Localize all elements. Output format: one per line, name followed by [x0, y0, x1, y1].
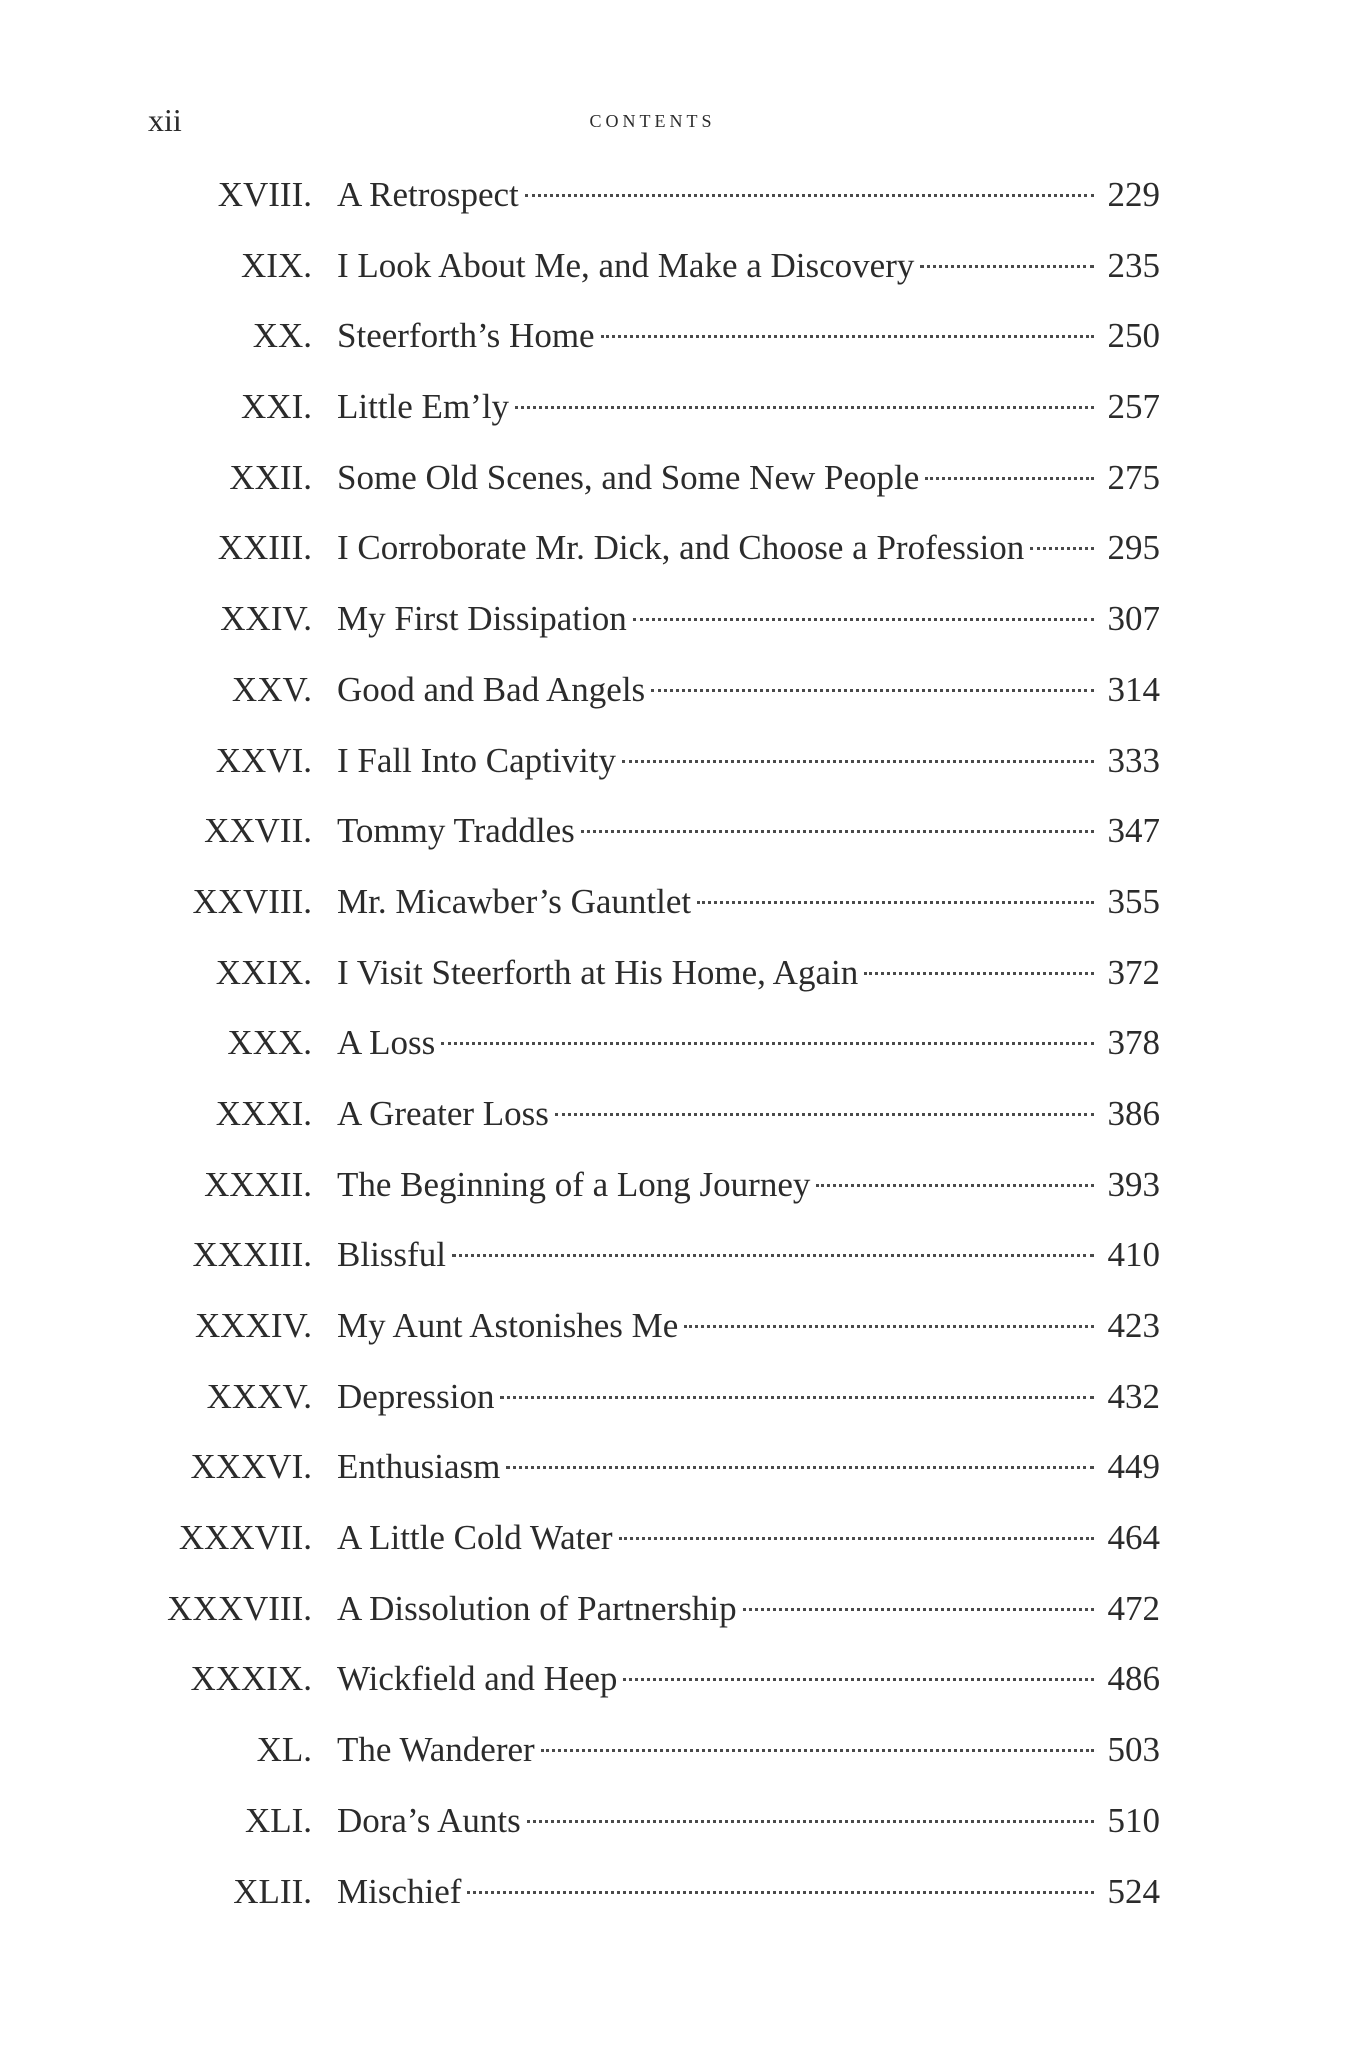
chapter-title: The Beginning of a Long Journey — [337, 1164, 811, 1204]
chapter-page: 486 — [1107, 1659, 1160, 1699]
chapter-number: XLI. — [244, 1800, 312, 1840]
dot-leader — [743, 1608, 1094, 1611]
toc-entry — [140, 796, 1160, 867]
chapter-title: I Corroborate Mr. Dick, and Choose a Profession — [337, 528, 1025, 568]
chapter-title: My First Dissipation — [337, 599, 627, 639]
toc-entry — [140, 513, 1160, 584]
chapter-page: 333 — [1107, 740, 1160, 780]
chapter-title: Dora’s Aunts — [337, 1800, 521, 1840]
chapter-number: XXXVII. — [178, 1518, 312, 1558]
toc-entry — [140, 1574, 1160, 1645]
dot-leader — [622, 760, 1094, 763]
chapter-title: A Greater Loss — [337, 1093, 549, 1133]
chapter-title: I Fall Into Captivity — [337, 740, 617, 780]
toc-entry — [140, 726, 1160, 797]
toc-entry — [140, 1432, 1160, 1503]
chapter-page: 503 — [1107, 1730, 1160, 1770]
toc-entry — [140, 1291, 1160, 1362]
toc-entry — [140, 1644, 1160, 1715]
chapter-number: XXXVI. — [190, 1447, 312, 1487]
chapter-number: XXXI. — [215, 1093, 312, 1133]
page-header — [148, 98, 1157, 142]
chapter-number: XX. — [252, 316, 312, 356]
chapter-title: Blissful — [337, 1235, 446, 1275]
toc-entry — [140, 584, 1160, 655]
chapter-title: A Loss — [337, 1023, 436, 1063]
chapter-title: My Aunt Astonishes Me — [337, 1306, 679, 1345]
toc-entry — [140, 1503, 1160, 1574]
chapter-page: 347 — [1107, 811, 1160, 851]
chapter-number: XXXV. — [206, 1376, 312, 1416]
toc-entry — [140, 1220, 1160, 1291]
chapter-title: Enthusiasm — [337, 1447, 501, 1487]
chapter-title: The Wanderer — [337, 1730, 535, 1770]
chapter-number: XXXII. — [204, 1164, 312, 1204]
chapter-page: 472 — [1107, 1588, 1160, 1628]
toc-entry — [140, 1150, 1160, 1221]
dot-leader — [816, 1184, 1094, 1187]
chapter-title: Good and Bad Angels — [337, 669, 646, 709]
toc-entry — [140, 372, 1160, 443]
chapter-page: 372 — [1107, 952, 1160, 992]
toc-entry — [140, 1715, 1160, 1786]
chapter-title: Mr. Micawber’s Gauntlet — [337, 881, 692, 921]
chapter-number: XIX. — [241, 245, 312, 285]
dot-leader — [500, 1396, 1094, 1399]
chapter-page: 307 — [1107, 599, 1160, 639]
chapter-number: XXIX. — [215, 952, 312, 992]
dot-leader — [684, 1325, 1094, 1328]
chapter-number: XXX. — [227, 1023, 312, 1063]
dot-leader — [623, 1678, 1094, 1681]
chapter-number: XXXIV. — [195, 1306, 312, 1345]
toc-entry — [140, 655, 1160, 726]
chapter-number: XXXIII. — [192, 1235, 312, 1275]
running-head: contents — [589, 106, 716, 133]
dot-leader — [541, 1749, 1094, 1752]
toc-entry — [140, 160, 1160, 231]
dot-leader — [920, 265, 1094, 268]
toc-entry — [140, 1786, 1160, 1857]
toc-entry — [140, 443, 1160, 514]
chapter-title: Steerforth’s Home — [337, 316, 595, 356]
chapter-page: 432 — [1107, 1376, 1160, 1416]
dot-leader — [452, 1254, 1094, 1257]
dot-leader — [441, 1042, 1094, 1045]
chapter-page: 449 — [1107, 1447, 1160, 1487]
chapter-page: 393 — [1107, 1164, 1160, 1204]
dot-leader — [525, 194, 1094, 197]
chapter-number: XXXIX. — [190, 1659, 312, 1699]
chapter-page: 275 — [1107, 457, 1160, 497]
chapter-number: XXVI. — [215, 740, 312, 780]
toc-entry — [140, 301, 1160, 372]
chapter-page: 355 — [1107, 881, 1160, 921]
toc-entry — [140, 1079, 1160, 1150]
toc-entry — [140, 1362, 1160, 1433]
dot-leader — [601, 335, 1094, 338]
chapter-number: XXI. — [241, 387, 312, 427]
chapter-title: A Dissolution of Partnership — [337, 1588, 737, 1628]
chapter-page: 464 — [1107, 1518, 1160, 1558]
chapter-title: Tommy Traddles — [337, 811, 575, 851]
dot-leader — [697, 901, 1094, 904]
chapter-number: XXIII. — [217, 528, 312, 568]
toc-entry — [140, 231, 1160, 302]
dot-leader — [651, 689, 1094, 692]
dot-leader — [581, 830, 1094, 833]
chapter-title: Depression — [337, 1376, 495, 1416]
chapter-page: 229 — [1107, 175, 1160, 214]
table-of-contents — [140, 160, 1160, 1927]
chapter-page: 386 — [1107, 1093, 1160, 1133]
chapter-page: 295 — [1107, 528, 1160, 568]
chapter-number: XXVII. — [204, 811, 312, 851]
dot-leader — [1030, 547, 1094, 550]
chapter-number: XXII. — [229, 457, 312, 497]
dot-leader — [515, 406, 1094, 409]
chapter-title: A Retrospect — [337, 175, 519, 214]
toc-entry — [140, 1857, 1160, 1928]
page-number: xii — [148, 102, 182, 138]
chapter-number: XXXVIII. — [167, 1588, 312, 1628]
toc-entry — [140, 1008, 1160, 1079]
chapter-number: XVIII. — [217, 175, 312, 214]
chapter-title: I Visit Steerforth at His Home, Again — [337, 952, 859, 992]
dot-leader — [555, 1113, 1094, 1116]
chapter-page: 314 — [1107, 669, 1160, 709]
chapter-page: 410 — [1107, 1235, 1160, 1275]
chapter-number: XLII. — [233, 1871, 312, 1911]
dot-leader — [619, 1537, 1094, 1540]
chapter-title: A Little Cold Water — [337, 1518, 613, 1558]
chapter-number: XXVIII. — [192, 881, 312, 921]
chapter-number: XL. — [256, 1730, 312, 1770]
chapter-page: 235 — [1107, 245, 1160, 285]
chapter-title: Wickfield and Heep — [337, 1659, 618, 1699]
chapter-page: 250 — [1107, 316, 1160, 356]
dot-leader — [467, 1891, 1094, 1894]
dot-leader — [864, 972, 1094, 975]
chapter-page: 378 — [1107, 1023, 1160, 1063]
chapter-title: Mischief — [337, 1871, 462, 1911]
chapter-title: Little Em’ly — [337, 387, 510, 427]
chapter-page: 423 — [1107, 1306, 1160, 1345]
dot-leader — [527, 1820, 1094, 1823]
chapter-page: 510 — [1107, 1800, 1160, 1840]
chapter-number: XXIV. — [220, 599, 312, 639]
toc-entry — [140, 867, 1160, 938]
chapter-title: Some Old Scenes, and Some New People — [337, 457, 920, 497]
dot-leader — [925, 477, 1094, 480]
chapter-title: I Look About Me, and Make a Discovery — [337, 245, 915, 285]
chapter-number: XXV. — [231, 669, 312, 709]
toc-entry — [140, 938, 1160, 1009]
chapter-page: 257 — [1107, 387, 1160, 427]
chapter-page: 524 — [1107, 1871, 1160, 1911]
dot-leader — [506, 1466, 1094, 1469]
dot-leader — [633, 618, 1094, 621]
